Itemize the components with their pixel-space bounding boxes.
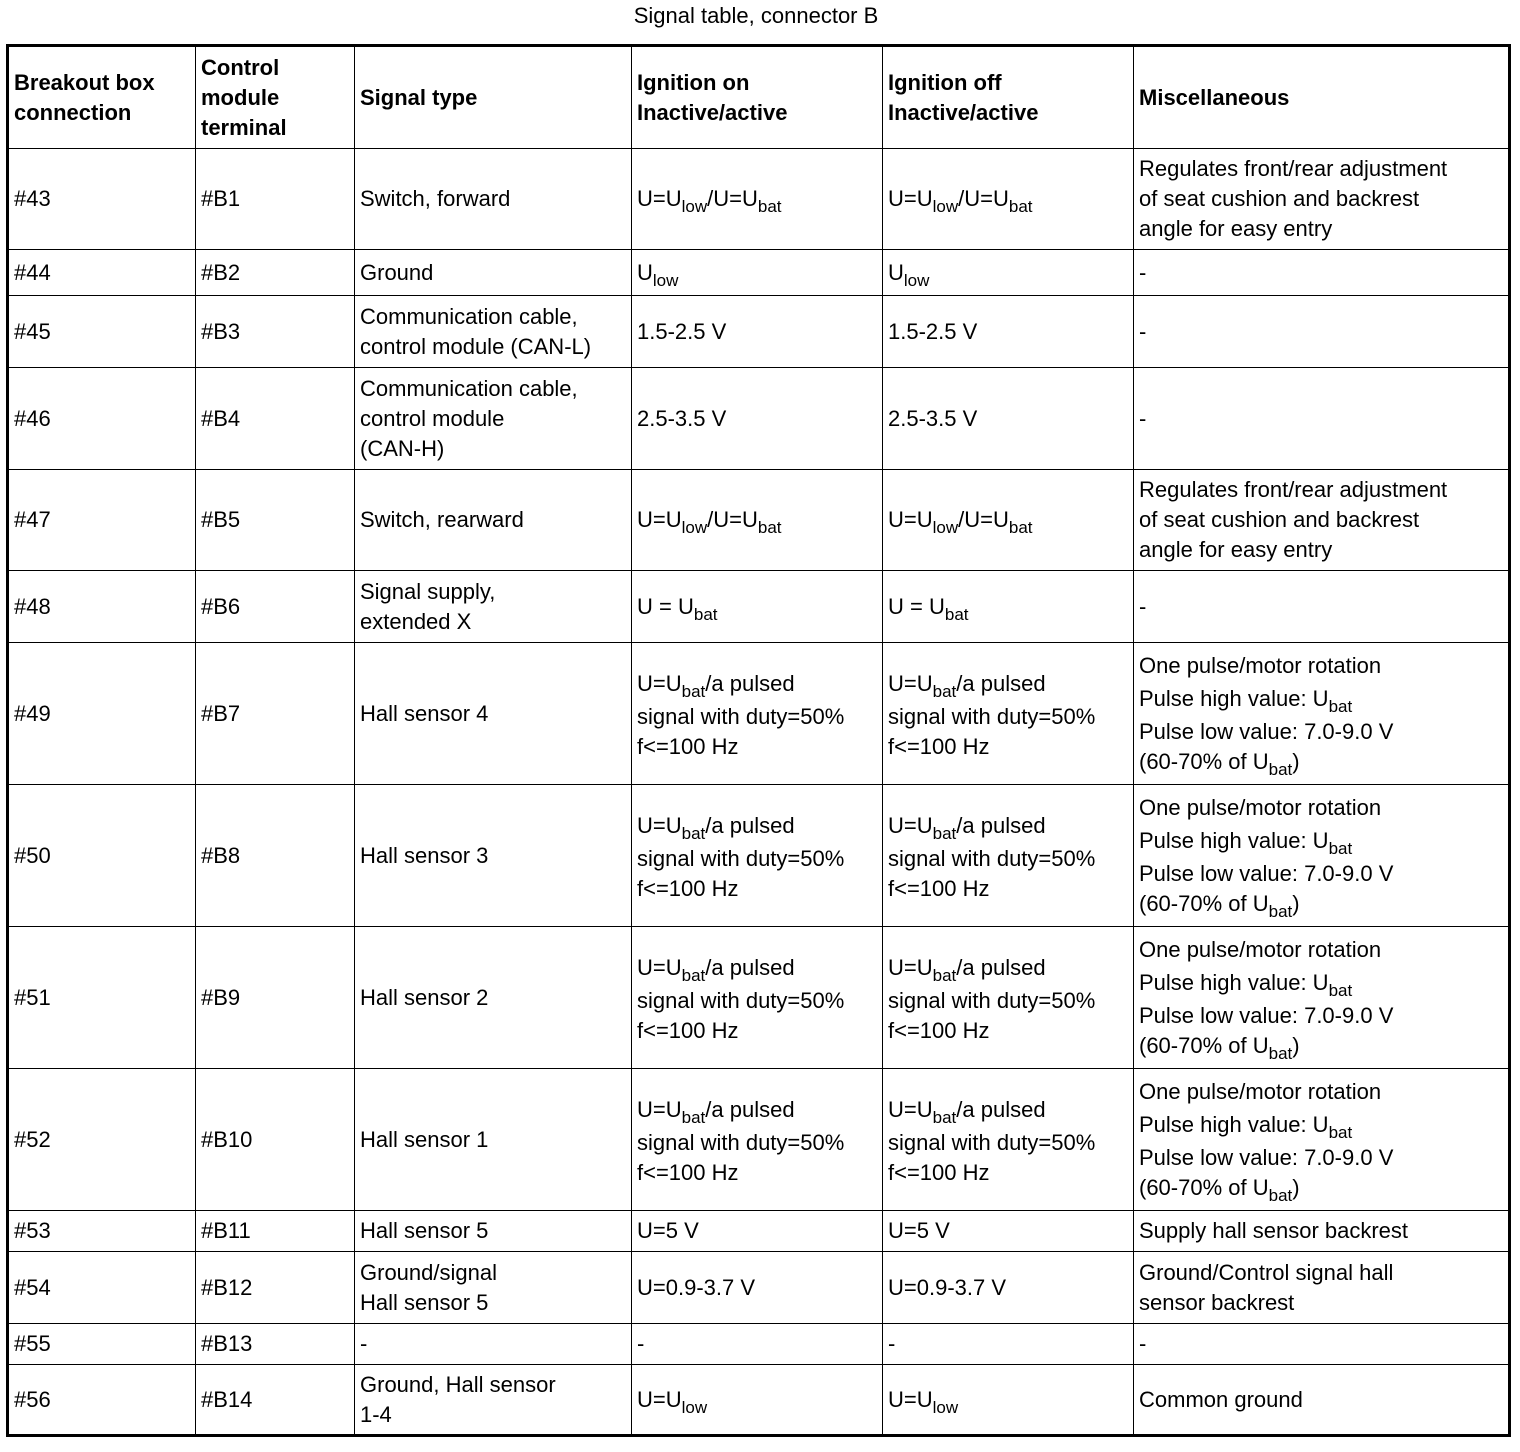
ignition-off-cell: $U=U_{low}/U=U_{bat}$ bbox=[883, 470, 1134, 571]
signal-type-cell: Ground/signal Hall sensor 5 bbox=[355, 1252, 632, 1324]
breakout-cell: #52 bbox=[8, 1069, 196, 1211]
misc-cell: One pulse/motor rotation Pulse high value: $U_{bat}$ Pulse low value: 7.0-9.0 V (60-70% of $U_{bat}$) bbox=[1134, 927, 1510, 1069]
table-row bbox=[8, 250, 1510, 296]
table-row bbox=[8, 368, 1510, 470]
ignition-off-cell: $U=U_{bat}/a$ pulsed signal with duty=50% f<=100 Hz bbox=[883, 1069, 1134, 1211]
ignition-off-cell: $U=U_{bat}/a$ pulsed signal with duty=50% f<=100 Hz bbox=[883, 785, 1134, 927]
table-row bbox=[8, 1365, 1510, 1436]
signal-type-cell: Switch, forward bbox=[355, 149, 632, 250]
misc-cell: Supply hall sensor backrest bbox=[1134, 1211, 1510, 1252]
table-row bbox=[8, 785, 1510, 927]
terminal-cell: #B14 bbox=[196, 1365, 355, 1436]
signal-type-cell: Communication cable, control module (CAN-L) bbox=[355, 296, 632, 368]
ignition-off-cell: $U_{low}$ bbox=[883, 250, 1134, 296]
ignition-off-cell: $U = U_{bat}$ bbox=[883, 571, 1134, 643]
ignition-on-cell: $U=U_{bat}/a$ pulsed signal with duty=50% f<=100 Hz bbox=[632, 643, 883, 785]
breakout-cell: #55 bbox=[8, 1324, 196, 1365]
ignition-off-cell: U=5 V bbox=[883, 1211, 1134, 1252]
terminal-cell: #B13 bbox=[196, 1324, 355, 1365]
ignition-on-cell: $U=U_{low}/U=U_{bat}$ bbox=[632, 149, 883, 250]
terminal-cell: #B9 bbox=[196, 927, 355, 1069]
table-row bbox=[8, 149, 1510, 250]
ignition-on-cell: 1.5-2.5 V bbox=[632, 296, 883, 368]
breakout-cell: #50 bbox=[8, 785, 196, 927]
signal-type-cell: Ground, Hall sensor 1-4 bbox=[355, 1365, 632, 1436]
col-header-ignition-off: Ignition off Inactive/active bbox=[883, 46, 1134, 149]
table-row bbox=[8, 571, 1510, 643]
misc-cell: - bbox=[1134, 296, 1510, 368]
signal-type-cell: Hall sensor 3 bbox=[355, 785, 632, 927]
ignition-off-cell: U=0.9-3.7 V bbox=[883, 1252, 1134, 1324]
terminal-cell: #B11 bbox=[196, 1211, 355, 1252]
breakout-cell: #47 bbox=[8, 470, 196, 571]
table-row bbox=[8, 1252, 1510, 1324]
breakout-cell: #54 bbox=[8, 1252, 196, 1324]
breakout-cell: #43 bbox=[8, 149, 196, 250]
breakout-cell: #53 bbox=[8, 1211, 196, 1252]
terminal-cell: #B3 bbox=[196, 296, 355, 368]
col-header-miscellaneous: Miscellaneous bbox=[1134, 46, 1510, 149]
signal-type-cell: Ground bbox=[355, 250, 632, 296]
ignition-off-cell: - bbox=[883, 1324, 1134, 1365]
terminal-cell: #B7 bbox=[196, 643, 355, 785]
misc-cell: One pulse/motor rotation Pulse high value: $U_{bat}$ Pulse low value: 7.0-9.0 V (60-70% of $U_{bat}$) bbox=[1134, 785, 1510, 927]
terminal-cell: #B2 bbox=[196, 250, 355, 296]
table-row bbox=[8, 1211, 1510, 1252]
terminal-cell: #B12 bbox=[196, 1252, 355, 1324]
misc-cell: Common ground bbox=[1134, 1365, 1510, 1436]
ignition-on-cell: $U=U_{low}$ bbox=[632, 1365, 883, 1436]
signal-type-cell: Signal supply, extended X bbox=[355, 571, 632, 643]
terminal-cell: #B1 bbox=[196, 149, 355, 250]
ignition-on-cell: $U = U_{bat}$ bbox=[632, 571, 883, 643]
signal-table bbox=[6, 44, 1511, 1437]
col-header-breakout: Breakout box connection bbox=[8, 46, 196, 149]
ignition-on-cell: U=0.9-3.7 V bbox=[632, 1252, 883, 1324]
ignition-on-cell: $U=U_{bat}/a$ pulsed signal with duty=50% f<=100 Hz bbox=[632, 785, 883, 927]
signal-type-cell: Switch, rearward bbox=[355, 470, 632, 571]
signal-type-cell: Hall sensor 4 bbox=[355, 643, 632, 785]
misc-cell: - bbox=[1134, 1324, 1510, 1365]
ignition-on-cell: - bbox=[632, 1324, 883, 1365]
ignition-on-cell: $U=U_{bat}/a$ pulsed signal with duty=50% f<=100 Hz bbox=[632, 1069, 883, 1211]
col-header-terminal: Control module terminal bbox=[196, 46, 355, 149]
breakout-cell: #51 bbox=[8, 927, 196, 1069]
misc-cell: - bbox=[1134, 368, 1510, 470]
misc-cell: Ground/Control signal hall sensor backrest bbox=[1134, 1252, 1510, 1324]
breakout-cell: #48 bbox=[8, 571, 196, 643]
ignition-off-cell: $U=U_{bat}/a$ pulsed signal with duty=50% f<=100 Hz bbox=[883, 643, 1134, 785]
breakout-cell: #56 bbox=[8, 1365, 196, 1436]
ignition-off-cell: 2.5-3.5 V bbox=[883, 368, 1134, 470]
table-row bbox=[8, 470, 1510, 571]
ignition-off-cell: $U=U_{low}$ bbox=[883, 1365, 1134, 1436]
table-row bbox=[8, 1324, 1510, 1365]
misc-cell: Regulates front/rear adjustment of seat cushion and backrest angle for easy entry bbox=[1134, 470, 1510, 571]
col-header-ignition-on: Ignition on Inactive/active bbox=[632, 46, 883, 149]
breakout-cell: #46 bbox=[8, 368, 196, 470]
breakout-cell: #45 bbox=[8, 296, 196, 368]
header-row bbox=[8, 46, 1510, 149]
terminal-cell: #B6 bbox=[196, 571, 355, 643]
breakout-cell: #49 bbox=[8, 643, 196, 785]
table-row bbox=[8, 296, 1510, 368]
ignition-on-cell: $U_{low}$ bbox=[632, 250, 883, 296]
ignition-on-cell: U=5 V bbox=[632, 1211, 883, 1252]
misc-cell: One pulse/motor rotation Pulse high value: $U_{bat}$ Pulse low value: 7.0-9.0 V (60-70% of $U_{bat}$) bbox=[1134, 643, 1510, 785]
table-row bbox=[8, 1069, 1510, 1211]
col-header-signal-type: Signal type bbox=[355, 46, 632, 149]
signal-type-cell: Hall sensor 5 bbox=[355, 1211, 632, 1252]
misc-cell: Regulates front/rear adjustment of seat cushion and backrest angle for easy entry bbox=[1134, 149, 1510, 250]
misc-cell: - bbox=[1134, 571, 1510, 643]
terminal-cell: #B5 bbox=[196, 470, 355, 571]
misc-cell: One pulse/motor rotation Pulse high value: $U_{bat}$ Pulse low value: 7.0-9.0 V (60-70% of $U_{bat}$) bbox=[1134, 1069, 1510, 1211]
breakout-cell: #44 bbox=[8, 250, 196, 296]
signal-type-cell: Communication cable, control module (CAN-H) bbox=[355, 368, 632, 470]
ignition-off-cell: 1.5-2.5 V bbox=[883, 296, 1134, 368]
table-caption: Signal table, connector B bbox=[633, 3, 879, 28]
terminal-cell: #B4 bbox=[196, 368, 355, 470]
ignition-off-cell: $U=U_{bat}/a$ pulsed signal with duty=50% f<=100 Hz bbox=[883, 927, 1134, 1069]
ignition-on-cell: $U=U_{low}/U=U_{bat}$ bbox=[632, 470, 883, 571]
ignition-on-cell: 2.5-3.5 V bbox=[632, 368, 883, 470]
ignition-on-cell: $U=U_{bat}/a$ pulsed signal with duty=50% f<=100 Hz bbox=[632, 927, 883, 1069]
signal-type-cell: Hall sensor 1 bbox=[355, 1069, 632, 1211]
signal-type-cell: - bbox=[355, 1324, 632, 1365]
table-row bbox=[8, 927, 1510, 1069]
terminal-cell: #B10 bbox=[196, 1069, 355, 1211]
ignition-off-cell: $U=U_{low}/U=U_{bat}$ bbox=[883, 149, 1134, 250]
signal-type-cell: Hall sensor 2 bbox=[355, 927, 632, 1069]
terminal-cell: #B8 bbox=[196, 785, 355, 927]
table-row bbox=[8, 643, 1510, 785]
misc-cell: - bbox=[1134, 250, 1510, 296]
